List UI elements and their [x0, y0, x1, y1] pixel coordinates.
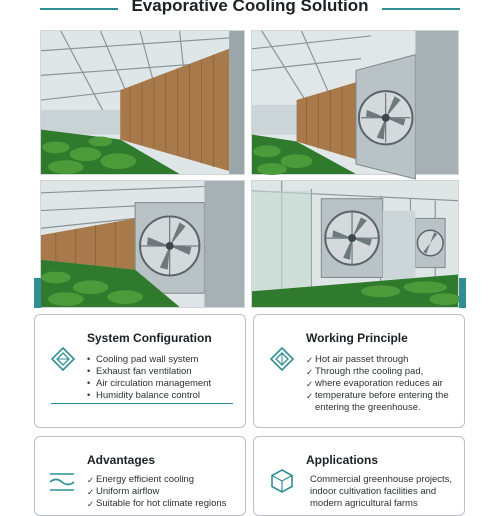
list-item-continuation: entering the greenhouse.: [315, 402, 421, 413]
title-rule-right: [382, 8, 460, 10]
greenhouse-fan-pad-photo: [40, 180, 245, 308]
airflow-icon: [49, 471, 75, 498]
list-item: ✓ Suitable for hot climate regions: [87, 498, 226, 510]
cube-icon: [51, 347, 75, 376]
card-title: Applications: [306, 453, 379, 467]
list-item: ✓ temperature before entering the: [306, 390, 449, 402]
advantages-list: [87, 474, 226, 510]
card-divider: [51, 403, 233, 404]
applications-line: modern agricultural farms: [310, 498, 418, 509]
card-title: System Configuration: [87, 331, 212, 345]
accent-bar-right: [459, 278, 466, 308]
greenhouse-exhaust-fan-photo: [251, 30, 459, 175]
accent-bar-left: [34, 278, 41, 308]
cube-icon: [270, 469, 294, 498]
list-item: ✓ where evaporation reduces air: [306, 378, 449, 390]
list-item: • Cooling pad wall system: [87, 354, 211, 366]
list-item: ✓ Through rthe cooling pad,: [306, 366, 449, 378]
applications-line: Commercial greenhouse projects,: [310, 474, 453, 485]
greenhouse-fan-wall-photo: [251, 180, 459, 308]
list-item: ✓ Hot air passet through: [306, 354, 449, 366]
list-item: ✓ Uniform airflow: [87, 486, 226, 498]
cube-icon: [270, 347, 294, 376]
advantages-card: [34, 436, 246, 516]
card-title: Advantages: [87, 453, 156, 467]
list-item: • Exhaust fan ventilation: [87, 366, 211, 378]
list-item: • Air circulation management: [87, 378, 211, 390]
config-list: [87, 354, 211, 402]
title-row: [0, 0, 500, 22]
system-configuration-card: [34, 314, 246, 428]
working-principle-card: [253, 314, 465, 428]
list-item: • Humidity balance control: [87, 390, 211, 402]
principle-list: [306, 354, 449, 414]
applications-line: indoor cultivation facilities and: [310, 486, 437, 497]
applications-card: [253, 436, 465, 516]
card-title: Working Principle: [306, 331, 408, 345]
page-title: Evaporative Cooling Solution: [131, 0, 369, 15]
greenhouse-cooling-pad-photo: [40, 30, 245, 175]
list-item: ✓ Energy efficient cooling: [87, 474, 226, 486]
